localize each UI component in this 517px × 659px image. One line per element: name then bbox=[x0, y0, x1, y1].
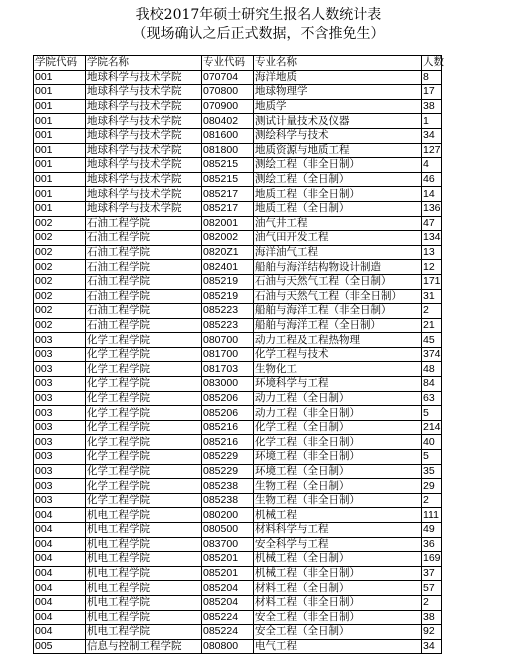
table-row bbox=[34, 274, 442, 289]
college-code-cell: 004 bbox=[34, 566, 86, 581]
major-name-cell: 动力工程（非全日制） bbox=[254, 406, 422, 421]
table-row bbox=[34, 420, 442, 435]
college-code-cell: 002 bbox=[34, 216, 86, 231]
count-cell: 36 bbox=[422, 537, 442, 552]
college-name-cell: 地球科学与技术学院 bbox=[86, 158, 202, 173]
table-row bbox=[34, 406, 442, 421]
major-code-cell: 085224 bbox=[202, 625, 254, 640]
table-row bbox=[34, 85, 442, 100]
count-cell: 31 bbox=[422, 289, 442, 304]
table-row bbox=[34, 377, 442, 392]
count-cell: 35 bbox=[422, 464, 442, 479]
count-cell: 134 bbox=[423, 231, 441, 244]
college-name-cell: 石油工程学院 bbox=[86, 304, 202, 319]
table-row bbox=[34, 581, 442, 596]
major-code-cell: 081700 bbox=[202, 347, 254, 362]
college-name-cell: 化学工程学院 bbox=[86, 406, 202, 421]
count-cell: 214 bbox=[423, 421, 441, 434]
major-code-cell: 085229 bbox=[202, 450, 254, 465]
major-code-cell: 082002 bbox=[202, 231, 254, 246]
table-row bbox=[34, 114, 442, 129]
college-code-cell: 002 bbox=[34, 304, 86, 319]
college-code-cell: 003 bbox=[34, 435, 86, 450]
college-name-cell: 化学工程学院 bbox=[86, 333, 202, 348]
major-name-cell: 生物工程（全日制） bbox=[254, 479, 422, 494]
college-code-cell: 003 bbox=[34, 479, 86, 494]
college-name-cell: 地球科学与技术学院 bbox=[86, 201, 202, 216]
major-code-cell: 085216 bbox=[202, 420, 254, 435]
college-name-cell: 机电工程学院 bbox=[86, 610, 202, 625]
table-row bbox=[34, 187, 442, 202]
table-row bbox=[34, 99, 442, 114]
table-row bbox=[34, 479, 442, 494]
college-code-cell: 004 bbox=[34, 523, 86, 538]
table-row bbox=[34, 70, 442, 85]
college-code-cell: 001 bbox=[34, 114, 86, 129]
major-code-cell: 083700 bbox=[202, 537, 254, 552]
college-code-cell: 002 bbox=[34, 245, 86, 260]
table-row bbox=[34, 158, 442, 173]
major-name-cell: 地质学 bbox=[254, 99, 422, 114]
major-code-cell: 085229 bbox=[202, 464, 254, 479]
college-code-cell: 002 bbox=[34, 318, 86, 333]
college-code-cell: 005 bbox=[34, 639, 86, 654]
college-name-cell: 机电工程学院 bbox=[86, 595, 202, 610]
major-name-cell: 测试计量技术及仪器 bbox=[254, 114, 422, 129]
count-cell: 34 bbox=[422, 128, 442, 143]
count-cell: 111 bbox=[422, 508, 442, 523]
college-name-cell: 机电工程学院 bbox=[86, 566, 202, 581]
college-name-cell: 化学工程学院 bbox=[86, 479, 202, 494]
count-cell: 374 bbox=[423, 348, 441, 361]
count-cell: 1 bbox=[422, 114, 442, 129]
major-code-cell: 0820Z1 bbox=[202, 245, 254, 260]
major-code-cell: 080500 bbox=[202, 523, 254, 538]
major-code-cell: 070800 bbox=[202, 85, 254, 100]
major-code-cell: 082001 bbox=[202, 216, 254, 231]
count-cell: 57 bbox=[422, 581, 442, 596]
major-code-cell: 085206 bbox=[202, 406, 254, 421]
header-count: 人数 bbox=[423, 56, 444, 69]
count-cell: 40 bbox=[422, 435, 442, 450]
major-code-cell: 085238 bbox=[202, 493, 254, 508]
college-name-cell: 石油工程学院 bbox=[86, 318, 202, 333]
college-name-cell: 石油工程学院 bbox=[86, 231, 202, 246]
count-cell: 8 bbox=[422, 70, 442, 85]
major-name-cell: 海洋地质 bbox=[254, 70, 422, 85]
major-name-cell: 地质工程（非全日制） bbox=[254, 187, 422, 202]
count-cell: 37 bbox=[422, 566, 442, 581]
table-row bbox=[34, 610, 442, 625]
count-cell: 84 bbox=[422, 377, 442, 392]
college-code-cell: 004 bbox=[34, 508, 86, 523]
college-name-cell: 机电工程学院 bbox=[86, 552, 202, 567]
table-row bbox=[34, 201, 442, 216]
college-code-cell: 003 bbox=[34, 406, 86, 421]
major-code-cell: 081800 bbox=[202, 143, 254, 158]
major-name-cell: 生物工程（非全日制） bbox=[254, 493, 422, 508]
college-name-cell: 化学工程学院 bbox=[86, 450, 202, 465]
college-name-cell: 地球科学与技术学院 bbox=[86, 99, 202, 114]
major-code-cell: 080800 bbox=[202, 639, 254, 654]
major-name-cell: 环境工程（全日制） bbox=[254, 464, 422, 479]
major-name-cell: 石油与天然气工程（全日制） bbox=[254, 274, 422, 289]
major-code-cell: 085224 bbox=[202, 610, 254, 625]
college-name-cell: 化学工程学院 bbox=[86, 435, 202, 450]
college-code-cell: 004 bbox=[34, 537, 86, 552]
count-cell: 34 bbox=[422, 639, 442, 654]
major-name-cell: 测绘工程（非全日制） bbox=[254, 158, 422, 173]
major-code-cell: 085238 bbox=[202, 479, 254, 494]
table-row bbox=[34, 625, 442, 640]
college-name-cell: 机电工程学院 bbox=[86, 625, 202, 640]
major-code-cell: 085217 bbox=[202, 187, 254, 202]
major-name-cell: 生物化工 bbox=[254, 362, 422, 377]
major-name-cell: 油气井工程 bbox=[254, 216, 422, 231]
major-name-cell: 机械工程 bbox=[254, 508, 422, 523]
major-code-cell: 080200 bbox=[202, 508, 254, 523]
major-code-cell: 085201 bbox=[202, 552, 254, 567]
major-name-cell: 地质资源与地质工程 bbox=[254, 143, 422, 158]
table-row bbox=[34, 435, 442, 450]
major-name-cell: 安全科学与工程 bbox=[254, 537, 422, 552]
major-name-cell: 动力工程（全日制） bbox=[254, 391, 422, 406]
header-college-name: 学院名称 bbox=[86, 56, 202, 71]
major-name-cell: 环境工程（非全日制） bbox=[254, 450, 422, 465]
count-cell: 5 bbox=[422, 450, 442, 465]
major-code-cell: 085204 bbox=[202, 595, 254, 610]
table-row bbox=[34, 333, 442, 348]
college-code-cell: 003 bbox=[34, 362, 86, 377]
major-name-cell: 测绘工程（全日制） bbox=[254, 172, 422, 187]
major-name-cell: 石油与天然气工程（非全日制） bbox=[254, 289, 422, 304]
major-name-cell: 动力工程及工程热物理 bbox=[254, 333, 422, 348]
college-code-cell: 001 bbox=[34, 85, 86, 100]
college-code-cell: 003 bbox=[34, 420, 86, 435]
major-code-cell: 085201 bbox=[202, 566, 254, 581]
major-name-cell: 环境科学与工程 bbox=[254, 377, 422, 392]
count-cell: 13 bbox=[422, 245, 442, 260]
count-cell: 63 bbox=[422, 391, 442, 406]
college-code-cell: 001 bbox=[34, 70, 86, 85]
major-code-cell: 085206 bbox=[202, 391, 254, 406]
college-name-cell: 地球科学与技术学院 bbox=[86, 85, 202, 100]
college-name-cell: 机电工程学院 bbox=[86, 508, 202, 523]
major-code-cell: 081600 bbox=[202, 128, 254, 143]
college-name-cell: 地球科学与技术学院 bbox=[86, 187, 202, 202]
major-code-cell: 085215 bbox=[202, 172, 254, 187]
count-cell: 38 bbox=[422, 99, 442, 114]
college-code-cell: 003 bbox=[34, 464, 86, 479]
count-cell: 127 bbox=[423, 143, 441, 156]
major-code-cell: 081703 bbox=[202, 362, 254, 377]
count-cell: 2 bbox=[422, 595, 442, 610]
college-name-cell: 地球科学与技术学院 bbox=[86, 114, 202, 129]
table-row bbox=[34, 450, 442, 465]
table-row bbox=[34, 245, 442, 260]
table-row bbox=[34, 639, 442, 654]
count-cell: 136 bbox=[423, 202, 441, 215]
major-name-cell: 安全工程（全日制） bbox=[254, 625, 422, 640]
table-row bbox=[34, 231, 442, 246]
college-name-cell: 石油工程学院 bbox=[86, 274, 202, 289]
college-name-cell: 石油工程学院 bbox=[86, 289, 202, 304]
table-row bbox=[34, 566, 442, 581]
count-cell: 171 bbox=[423, 275, 441, 288]
major-name-cell: 材料工程（非全日制） bbox=[254, 595, 422, 610]
major-name-cell: 安全工程（非全日制） bbox=[254, 610, 422, 625]
major-name-cell: 化学工程与技术 bbox=[254, 347, 422, 362]
college-code-cell: 003 bbox=[34, 347, 86, 362]
table-row bbox=[34, 523, 442, 538]
major-name-cell: 海洋油气工程 bbox=[254, 245, 422, 260]
table-row bbox=[34, 216, 442, 231]
major-code-cell: 085217 bbox=[202, 201, 254, 216]
count-cell: 12 bbox=[422, 260, 442, 275]
major-code-cell: 082401 bbox=[202, 260, 254, 275]
major-code-cell: 085215 bbox=[202, 158, 254, 173]
college-name-cell: 化学工程学院 bbox=[86, 347, 202, 362]
college-name-cell: 机电工程学院 bbox=[86, 523, 202, 538]
college-code-cell: 001 bbox=[34, 143, 86, 158]
college-name-cell: 地球科学与技术学院 bbox=[86, 143, 202, 158]
college-name-cell: 地球科学与技术学院 bbox=[86, 172, 202, 187]
header-major-name: 专业名称 bbox=[254, 56, 422, 71]
count-cell: 49 bbox=[422, 523, 442, 538]
college-code-cell: 004 bbox=[34, 581, 86, 596]
table-row bbox=[34, 289, 442, 304]
college-name-cell: 地球科学与技术学院 bbox=[86, 128, 202, 143]
major-name-cell: 船舶与海洋工程（非全日制） bbox=[254, 304, 422, 319]
major-name-cell: 机械工程（全日制） bbox=[254, 552, 422, 567]
college-name-cell: 化学工程学院 bbox=[86, 377, 202, 392]
count-cell: 47 bbox=[422, 216, 442, 231]
table-row bbox=[34, 260, 442, 275]
college-name-cell: 化学工程学院 bbox=[86, 362, 202, 377]
college-code-cell: 001 bbox=[34, 128, 86, 143]
college-code-cell: 003 bbox=[34, 391, 86, 406]
college-code-cell: 003 bbox=[34, 377, 86, 392]
count-cell: 45 bbox=[422, 333, 442, 348]
table-row bbox=[34, 552, 442, 567]
college-code-cell: 004 bbox=[34, 610, 86, 625]
table-row bbox=[34, 391, 442, 406]
count-cell: 29 bbox=[422, 479, 442, 494]
count-cell: 46 bbox=[422, 172, 442, 187]
table-row bbox=[34, 318, 442, 333]
college-code-cell: 003 bbox=[34, 450, 86, 465]
major-name-cell: 地质工程（全日制） bbox=[254, 201, 422, 216]
major-code-cell: 085216 bbox=[202, 435, 254, 450]
college-name-cell: 石油工程学院 bbox=[86, 245, 202, 260]
table-row bbox=[34, 537, 442, 552]
major-name-cell: 地球物理学 bbox=[254, 85, 422, 100]
document-title: 我校2017年硕士研究生报名人数统计表 bbox=[135, 7, 382, 23]
major-code-cell: 070900 bbox=[202, 99, 254, 114]
college-code-cell: 001 bbox=[34, 99, 86, 114]
count-cell: 5 bbox=[422, 406, 442, 421]
major-name-cell: 材料科学与工程 bbox=[254, 523, 422, 538]
college-name-cell: 化学工程学院 bbox=[86, 420, 202, 435]
header-major-code: 专业代码 bbox=[202, 56, 254, 71]
college-code-cell: 001 bbox=[34, 158, 86, 173]
table-row bbox=[34, 143, 442, 158]
count-cell: 2 bbox=[422, 493, 442, 508]
table-header-row bbox=[34, 56, 442, 71]
major-name-cell: 船舶与海洋结构物设计制造 bbox=[254, 260, 422, 275]
major-name-cell: 化学工程（非全日制） bbox=[254, 435, 422, 450]
table-row bbox=[34, 128, 442, 143]
count-cell: 2 bbox=[422, 304, 442, 319]
college-name-cell: 化学工程学院 bbox=[86, 493, 202, 508]
major-name-cell: 化学工程（全日制） bbox=[254, 420, 422, 435]
major-name-cell: 测绘科学与技术 bbox=[254, 128, 422, 143]
major-code-cell: 085219 bbox=[202, 274, 254, 289]
college-code-cell: 001 bbox=[34, 201, 86, 216]
table-row bbox=[34, 304, 442, 319]
college-code-cell: 002 bbox=[34, 274, 86, 289]
table-row bbox=[34, 508, 442, 523]
enrollment-table bbox=[33, 55, 442, 654]
header-college-code: 学院代码 bbox=[34, 56, 86, 71]
table-row bbox=[34, 493, 442, 508]
college-code-cell: 002 bbox=[34, 231, 86, 246]
count-cell: 14 bbox=[422, 187, 442, 202]
college-name-cell: 化学工程学院 bbox=[86, 464, 202, 479]
major-code-cell: 085219 bbox=[202, 289, 254, 304]
major-code-cell: 085223 bbox=[202, 318, 254, 333]
major-name-cell: 材料工程（全日制） bbox=[254, 581, 422, 596]
major-name-cell: 船舶与海洋工程（全日制） bbox=[254, 318, 422, 333]
major-code-cell: 080402 bbox=[202, 114, 254, 129]
count-cell: 21 bbox=[422, 318, 442, 333]
college-name-cell: 信息与控制工程学院 bbox=[86, 639, 202, 654]
college-code-cell: 002 bbox=[34, 260, 86, 275]
major-code-cell: 085204 bbox=[202, 581, 254, 596]
college-code-cell: 004 bbox=[34, 625, 86, 640]
table-row bbox=[34, 362, 442, 377]
table-row bbox=[34, 172, 442, 187]
count-cell: 48 bbox=[422, 362, 442, 377]
college-name-cell: 化学工程学院 bbox=[86, 391, 202, 406]
major-code-cell: 080700 bbox=[202, 333, 254, 348]
college-code-cell: 001 bbox=[34, 172, 86, 187]
table-row bbox=[34, 347, 442, 362]
college-name-cell: 石油工程学院 bbox=[86, 260, 202, 275]
college-name-cell: 机电工程学院 bbox=[86, 581, 202, 596]
major-name-cell: 油气田开发工程 bbox=[254, 231, 422, 246]
college-code-cell: 004 bbox=[34, 595, 86, 610]
college-name-cell: 地球科学与技术学院 bbox=[86, 70, 202, 85]
college-code-cell: 002 bbox=[34, 289, 86, 304]
count-cell: 17 bbox=[422, 85, 442, 100]
table-body bbox=[34, 70, 442, 654]
count-cell: 92 bbox=[422, 625, 442, 640]
major-name-cell: 机械工程（非全日制） bbox=[254, 566, 422, 581]
college-code-cell: 003 bbox=[34, 333, 86, 348]
table-row bbox=[34, 595, 442, 610]
major-code-cell: 083000 bbox=[202, 377, 254, 392]
document-subtitle: （现场确认之后正式数据，不含推免生） bbox=[132, 26, 385, 42]
major-code-cell: 070704 bbox=[202, 70, 254, 85]
major-code-cell: 085223 bbox=[202, 304, 254, 319]
college-name-cell: 机电工程学院 bbox=[86, 537, 202, 552]
college-code-cell: 001 bbox=[34, 187, 86, 202]
count-cell: 38 bbox=[422, 610, 442, 625]
count-cell: 169 bbox=[423, 552, 441, 565]
college-name-cell: 石油工程学院 bbox=[86, 216, 202, 231]
college-code-cell: 004 bbox=[34, 552, 86, 567]
table-row bbox=[34, 464, 442, 479]
count-cell: 4 bbox=[422, 158, 442, 173]
college-code-cell: 003 bbox=[34, 493, 86, 508]
major-name-cell: 电气工程 bbox=[254, 639, 422, 654]
